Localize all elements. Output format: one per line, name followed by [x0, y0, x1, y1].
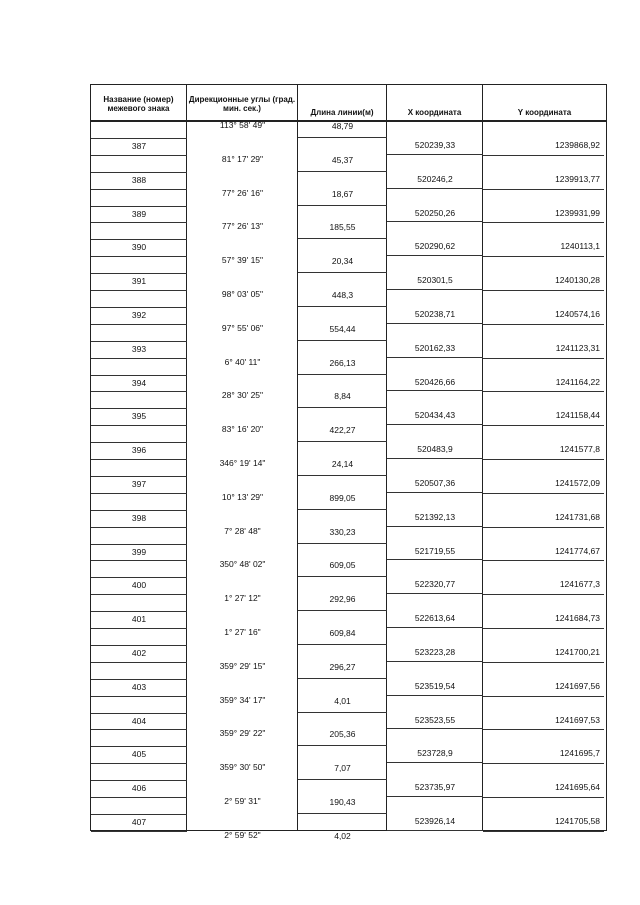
row-divider [387, 458, 483, 459]
x-coordinate: 520426,66 [414, 376, 456, 387]
boundary-mark-number: 401 [131, 614, 147, 625]
x-coordinate: 520434,43 [414, 410, 456, 421]
y-coordinate: 1241700,21 [555, 646, 600, 657]
header-x: X координата [387, 85, 483, 120]
row-divider [483, 391, 604, 392]
row-divider [91, 273, 187, 274]
boundary-mark-number: 389 [131, 208, 147, 219]
row-divider [91, 442, 187, 443]
line-length: 609,05 [329, 560, 356, 571]
line-length: 448,3 [331, 290, 354, 300]
y-coordinate: 1239931,99 [555, 207, 600, 218]
y-coordinate: 1241684,73 [555, 613, 600, 624]
direction-angle: 2° 59' 52" [224, 829, 261, 840]
row-divider [387, 661, 483, 662]
row-divider [91, 814, 187, 815]
row-divider [387, 289, 483, 290]
boundary-mark-number: 395 [131, 411, 147, 422]
row-divider [298, 678, 387, 679]
x-coordinate: 523519,54 [414, 680, 456, 691]
header-length: Длина линии(м) [298, 85, 387, 120]
row-divider [387, 221, 483, 222]
row-divider [387, 154, 483, 155]
line-length: 4,02 [334, 830, 351, 841]
row-divider [91, 408, 187, 409]
direction-angle: 6° 40' 11" [224, 356, 261, 367]
row-divider [91, 780, 187, 781]
row-divider [91, 476, 187, 477]
direction-angle: 359° 34' 17" [219, 694, 266, 705]
row-divider [298, 543, 387, 544]
row-divider [483, 256, 604, 257]
x-coordinate: 523523,55 [414, 714, 456, 725]
y-coordinate: 1241158,44 [555, 410, 600, 421]
x-coordinate: 523223,28 [414, 646, 456, 657]
row-divider [298, 272, 387, 273]
x-coordinate: 520238,71 [414, 308, 456, 319]
direction-angle: 77° 26' 13" [221, 221, 264, 232]
row-divider [387, 559, 483, 560]
line-length: 422,27 [329, 425, 356, 436]
row-divider [387, 728, 483, 729]
row-divider [91, 222, 187, 223]
row-divider [91, 831, 187, 832]
direction-angle: 28° 30' 25" [221, 390, 264, 401]
boundary-mark-number: 398 [131, 512, 147, 523]
direction-angle: 359° 30' 50" [219, 762, 266, 773]
row-divider [483, 696, 604, 697]
row-divider [387, 593, 483, 594]
row-divider [91, 256, 187, 257]
boundary-mark-number: 391 [131, 276, 147, 287]
line-length: 554,44 [329, 323, 356, 334]
line-length: 18,67 [331, 188, 354, 199]
row-divider [483, 155, 604, 156]
y-coordinate: 1240574,16 [555, 308, 600, 319]
line-length: 899,05 [329, 492, 356, 503]
line-length: 205,36 [329, 729, 356, 740]
row-divider [91, 375, 187, 376]
row-divider [298, 712, 387, 713]
row-divider [483, 425, 604, 426]
row-divider [387, 526, 483, 527]
boundary-mark-number: 396 [131, 445, 147, 456]
row-divider [91, 645, 187, 646]
boundary-mark-number: 405 [131, 749, 147, 760]
row-divider [91, 307, 187, 308]
row-divider [387, 255, 483, 256]
row-divider [387, 323, 483, 324]
row-divider [483, 527, 604, 528]
boundary-mark-number: 406 [131, 783, 147, 794]
boundary-mark-number: 393 [131, 343, 147, 354]
x-coordinate: 522320,77 [414, 579, 456, 590]
x-coordinate: 520290,62 [414, 241, 456, 252]
boundary-mark-number: 407 [131, 816, 147, 827]
row-divider [387, 357, 483, 358]
direction-angle: 113° 58' 49" [219, 120, 266, 130]
row-divider [387, 627, 483, 628]
row-divider [298, 306, 387, 307]
direction-angle: 7° 28' 48" [224, 525, 261, 536]
y-coordinate: 1241123,31 [555, 342, 600, 353]
row-divider [91, 493, 187, 494]
line-length: 609,84 [329, 628, 356, 638]
row-divider [483, 797, 604, 798]
line-length: 266,13 [329, 357, 356, 368]
line-length: 296,27 [329, 661, 356, 672]
table-header [90, 84, 607, 122]
line-length: 190,43 [329, 797, 356, 807]
row-divider [91, 713, 187, 714]
row-divider [298, 407, 387, 408]
row-divider [298, 374, 387, 375]
x-coordinate: 520162,33 [414, 342, 456, 353]
boundary-mark-number: 400 [131, 580, 147, 591]
x-coordinate: 520483,9 [417, 444, 453, 455]
row-divider [298, 205, 387, 206]
boundary-mark-number: 404 [131, 715, 147, 726]
row-divider [91, 628, 187, 629]
line-length: 4,01 [334, 695, 351, 706]
y-coordinate: 1241697,56 [555, 680, 600, 691]
row-divider [483, 290, 604, 291]
row-divider [387, 390, 483, 391]
row-divider [91, 746, 187, 747]
direction-angle: 359° 29' 22" [219, 728, 266, 739]
boundary-mark-number: 397 [131, 478, 147, 489]
row-divider [298, 475, 387, 476]
row-divider [483, 324, 604, 325]
row-divider [91, 138, 187, 139]
header-angle: Дирекционные углы (град. мин. сек.) [187, 85, 298, 120]
row-divider [483, 560, 604, 561]
x-coordinate: 523728,9 [417, 748, 453, 759]
y-coordinate: 1239913,77 [555, 173, 600, 184]
row-divider [483, 189, 604, 190]
row-divider [91, 358, 187, 359]
row-divider [91, 763, 187, 764]
row-divider [91, 662, 187, 663]
direction-angle: 1° 27' 16" [224, 627, 261, 637]
boundary-mark-number: 387 [131, 140, 147, 151]
x-coordinate: 523926,14 [414, 815, 456, 826]
row-divider [483, 729, 604, 730]
boundary-mark-number: 403 [131, 681, 147, 692]
row-divider [298, 644, 387, 645]
row-divider [298, 441, 387, 442]
boundary-mark-number: 402 [131, 647, 147, 658]
y-coordinate: 1241677,3 [559, 579, 600, 590]
y-coordinate: 1241695,7 [559, 748, 600, 759]
row-divider [91, 324, 187, 325]
coordinates-table [90, 84, 607, 841]
y-coordinate: 1239868,92 [555, 139, 600, 150]
x-coordinate: 523735,97 [414, 782, 456, 793]
y-coordinate: 1241572,09 [555, 477, 600, 488]
y-coordinate: 1241577,8 [559, 444, 600, 455]
x-coordinate: 521719,55 [414, 545, 456, 556]
row-divider [483, 763, 604, 764]
row-divider [483, 628, 604, 629]
direction-angle: 2° 59' 31" [224, 796, 261, 806]
row-divider [91, 527, 187, 528]
direction-angle: 81° 17' 29" [221, 153, 264, 164]
direction-angle: 359° 29' 15" [219, 660, 266, 671]
row-divider [483, 459, 604, 460]
row-divider [387, 762, 483, 763]
row-divider [91, 544, 187, 545]
y-coordinate: 1240130,28 [555, 275, 600, 286]
row-divider [298, 745, 387, 746]
boundary-mark-number: 394 [131, 377, 147, 388]
row-divider [91, 459, 187, 460]
y-coordinate: 1241697,53 [555, 714, 600, 725]
row-divider [91, 594, 187, 595]
row-divider [91, 206, 187, 207]
row-divider [387, 796, 483, 797]
row-divider [483, 594, 604, 595]
direction-angle: 346° 19' 14" [219, 458, 266, 468]
row-divider [298, 813, 387, 814]
row-divider [91, 239, 187, 240]
direction-angle: 98° 03' 05" [221, 289, 264, 299]
row-divider [387, 695, 483, 696]
row-divider [298, 340, 387, 341]
row-divider [91, 172, 187, 173]
row-divider [298, 610, 387, 611]
direction-angle: 83° 16' 20" [221, 424, 264, 435]
row-divider [91, 696, 187, 697]
row-divider [483, 662, 604, 663]
y-coordinate: 1241774,67 [555, 545, 600, 556]
row-divider [483, 222, 604, 223]
line-length: 24,14 [331, 459, 354, 469]
row-divider [91, 391, 187, 392]
row-divider [387, 830, 483, 831]
line-length: 185,55 [329, 222, 356, 233]
boundary-mark-number: 399 [131, 546, 147, 557]
row-divider [91, 290, 187, 291]
y-coordinate: 1241164,22 [555, 376, 600, 387]
direction-angle: 57° 39' 15" [221, 255, 264, 266]
line-length: 20,34 [331, 256, 354, 267]
line-length: 45,37 [331, 154, 354, 165]
y-coordinate: 1241731,68 [555, 511, 600, 522]
line-length: 330,23 [329, 526, 356, 537]
row-divider [483, 358, 604, 359]
row-divider [91, 679, 187, 680]
row-divider [387, 492, 483, 493]
x-coordinate: 521392,13 [414, 511, 456, 522]
table-body [90, 120, 607, 841]
row-divider [298, 509, 387, 510]
boundary-mark-number: 390 [131, 242, 147, 253]
line-length: 8,84 [334, 391, 351, 402]
x-coordinate: 520250,26 [414, 207, 456, 218]
row-divider [91, 510, 187, 511]
line-length: 292,96 [329, 594, 356, 605]
row-divider [298, 779, 387, 780]
y-coordinate: 1240113,1 [560, 241, 600, 252]
row-divider [91, 577, 187, 578]
row-divider [483, 831, 604, 832]
row-divider [91, 560, 187, 561]
x-coordinate: 520246,2 [417, 173, 453, 184]
row-divider [298, 238, 387, 239]
row-divider [91, 797, 187, 798]
row-divider [91, 425, 187, 426]
direction-angle: 1° 27' 12" [224, 593, 261, 604]
row-divider [91, 189, 187, 190]
x-coordinate: 520301,5 [417, 275, 453, 286]
row-divider [387, 188, 483, 189]
line-length: 7,07 [334, 763, 351, 774]
y-coordinate: 1241695,64 [555, 782, 600, 793]
x-coordinate: 520507,36 [414, 477, 456, 488]
direction-angle: 350° 48' 02" [219, 559, 266, 570]
y-coordinate: 1241705,58 [555, 815, 600, 826]
line-length: 48,79 [331, 121, 354, 131]
header-mark: Название (номер) межевого знака [91, 85, 187, 120]
x-coordinate: 520239,33 [414, 139, 456, 150]
boundary-mark-number: 392 [131, 309, 147, 320]
row-divider [91, 341, 187, 342]
direction-angle: 10° 13' 29" [221, 491, 264, 502]
row-divider [298, 171, 387, 172]
boundary-mark-number: 388 [131, 174, 147, 185]
direction-angle: 77° 26' 16" [221, 187, 264, 198]
row-divider [91, 155, 187, 156]
row-divider [387, 424, 483, 425]
row-divider [483, 493, 604, 494]
row-divider [91, 611, 187, 612]
direction-angle: 97° 55' 06" [221, 322, 264, 333]
row-divider [298, 137, 387, 138]
row-divider [298, 576, 387, 577]
row-divider [91, 729, 187, 730]
header-y: Y координата [517, 108, 572, 117]
x-coordinate: 522613,64 [414, 613, 456, 624]
